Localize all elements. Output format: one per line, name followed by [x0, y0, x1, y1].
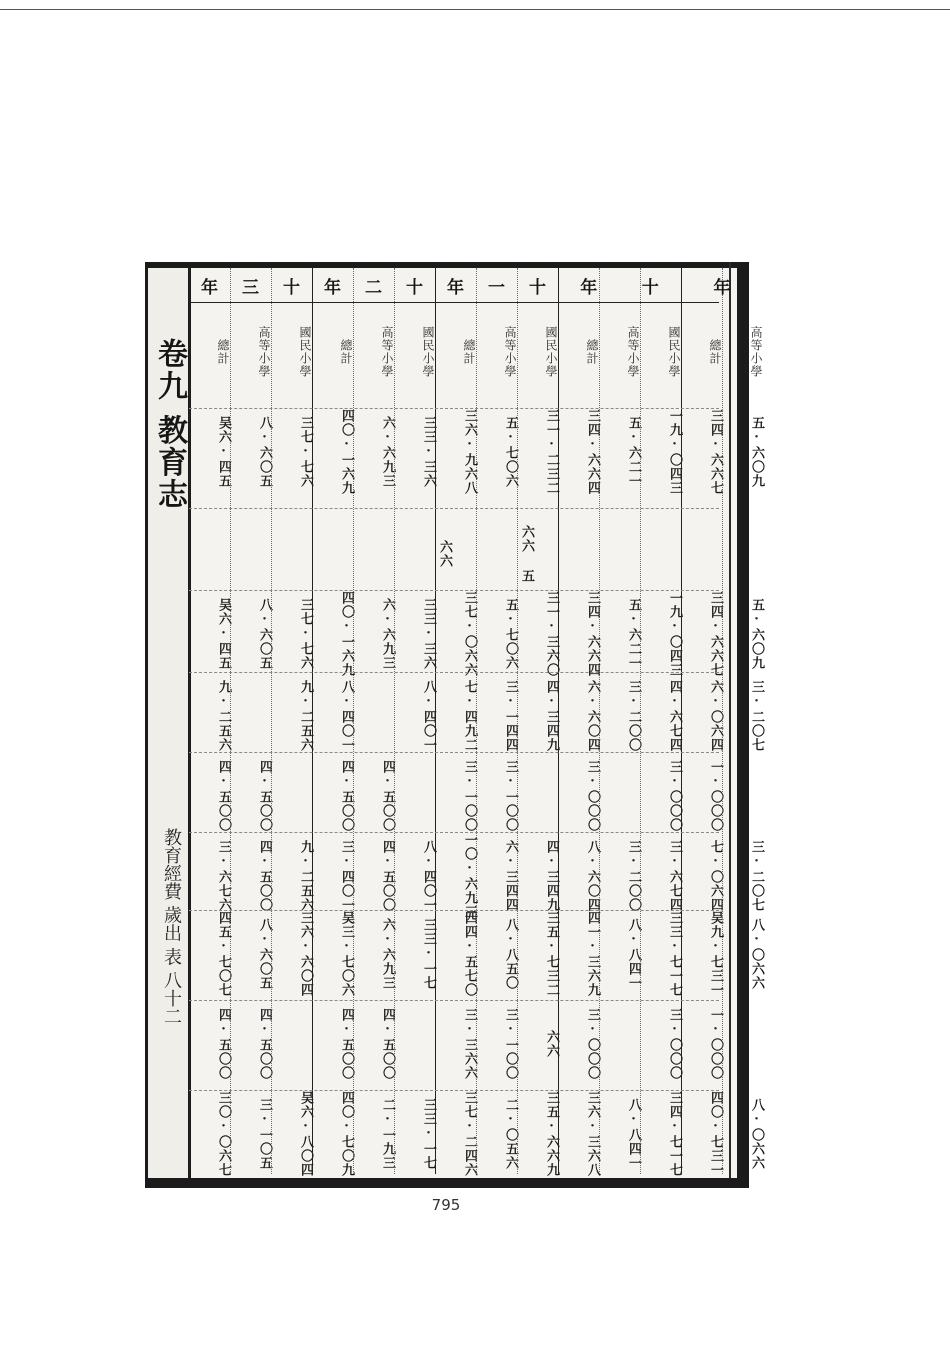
table-cell: 三七·〇六六: [462, 591, 477, 677]
table-cell: 三·六七四: [667, 840, 682, 912]
table-cell: 三一·二三二: [544, 409, 559, 495]
table-cell: [272, 1008, 313, 1080]
table-cell: 八·四〇一: [421, 840, 436, 912]
table-cell: 一·〇〇〇: [708, 1008, 723, 1080]
table-cell: 三·二〇〇: [626, 680, 641, 752]
table-cell: 吴六·四五: [216, 416, 231, 488]
table-cell: 三五·六六九: [544, 1091, 559, 1177]
page-fold-margin: [148, 268, 191, 1178]
table-cell: 三·〇〇〇: [585, 760, 600, 832]
table-cell: 三七·七六: [298, 598, 313, 670]
row-separator: [189, 1000, 719, 1002]
table-cell: 八·八四一: [626, 1098, 641, 1170]
table-cell: 三·〇〇〇: [585, 1008, 600, 1080]
scanned-page: [145, 262, 764, 1188]
table-cell: 一〇·六九三: [462, 833, 477, 919]
table-cell: 八·六〇五: [257, 416, 272, 488]
table-cell: [600, 760, 641, 832]
row-separator: [189, 408, 719, 410]
table-cell: 三·二〇〇: [626, 840, 641, 912]
column-label: 國民小學: [544, 326, 558, 378]
table-cell: 六·〇六四: [708, 680, 723, 752]
table-cell: 三七·二四六: [462, 1091, 477, 1177]
table-cell: 三三·一七: [421, 918, 436, 990]
year-header: [435, 272, 558, 298]
year-header-char: 十: [283, 277, 300, 298]
table-cell: 三·四〇一: [339, 840, 354, 912]
table-cell: [354, 680, 395, 752]
page-number: 795: [431, 1196, 461, 1214]
table-cell: 八·〇六六: [749, 918, 764, 990]
page-border-bottom: [145, 1178, 749, 1188]
table-cell: 四·五〇〇: [216, 1008, 231, 1080]
table-cell: [190, 518, 231, 590]
table-column: [394, 268, 436, 1174]
table-cell: 六·六九三: [380, 598, 395, 670]
table-cell: 四·五〇〇: [257, 1008, 272, 1080]
table-cell: 三六·六〇四: [298, 911, 313, 997]
table-cell: 三三·三六: [421, 598, 436, 670]
column-label: 高等小學: [380, 326, 394, 378]
table-cell: 六六 五: [519, 525, 534, 583]
table-cell: 吴六·八〇四: [298, 1091, 313, 1177]
table-cell: [395, 518, 436, 590]
column-label: 高等小學: [626, 326, 640, 378]
row-separator: [189, 508, 719, 510]
table-cell: 九·二五六: [298, 680, 313, 752]
year-header-char: 年: [324, 277, 341, 298]
column-label: 總計: [462, 339, 476, 365]
column-label: 總計: [708, 339, 722, 365]
table-cell: 二·一九三: [380, 1098, 395, 1170]
year-header: [681, 272, 763, 298]
table-cell: 八·八四一: [626, 918, 641, 990]
table-cell: [559, 518, 600, 590]
table-cell: 三四·六六四: [585, 591, 600, 677]
table-cell: [272, 760, 313, 832]
table-column: [271, 268, 313, 1177]
table-cell: 三四·七一七: [667, 1091, 682, 1177]
table-cell: 三·二〇七: [749, 680, 764, 752]
table-cell: [641, 518, 682, 590]
table-cell: 三·一四四: [503, 680, 518, 752]
table-cell: 四五·七〇七: [216, 911, 231, 997]
table-cell: 九·二五六: [216, 680, 231, 752]
year-header-char: 三: [242, 277, 259, 298]
table-cell: 三·二〇七: [749, 840, 764, 912]
table-cell: [231, 680, 272, 752]
table-cell: 五·七〇六: [503, 416, 518, 488]
table-cell: 二·〇五六: [503, 1098, 518, 1170]
table-cell: 四·五〇〇: [380, 840, 395, 912]
table-cell: 四一·三六九: [585, 911, 600, 997]
year-header-char: 十: [406, 277, 423, 298]
year-header-char: 年: [580, 277, 598, 298]
table-cell: 三五·七三二: [544, 911, 559, 997]
year-header: [189, 272, 312, 298]
table-cell: 四·六七四: [667, 680, 682, 752]
table-cell: 四·三四九: [544, 680, 559, 752]
table-cell: 四〇·一六九: [339, 591, 354, 677]
table-column: [599, 268, 641, 1174]
year-header: [558, 272, 681, 298]
table-cell: 九·二五六: [298, 840, 313, 912]
table-column: [722, 268, 764, 1174]
table-cell: 五·七〇六: [503, 598, 518, 670]
column-label: 國民小學: [421, 326, 435, 378]
table-column: [312, 268, 354, 1177]
table-column: [681, 268, 723, 1177]
column-label: 高等小學: [257, 326, 271, 378]
table-cell: 四〇·一六九: [339, 409, 354, 495]
table-cell: 吴九·七三一: [708, 911, 723, 997]
table-cell: [354, 518, 395, 590]
table-cell: 三·〇〇〇: [667, 760, 682, 832]
table-cell: 六·六九三: [380, 416, 395, 488]
row-separator: [189, 832, 719, 834]
row-separator: [189, 672, 719, 674]
table-cell: 吴六·四五: [216, 598, 231, 670]
table-cell: [600, 518, 641, 590]
year-header-char: 十: [641, 277, 659, 298]
table-cell: 三·〇〇〇: [667, 1008, 682, 1080]
table-cell: 三〇·〇六七: [216, 1091, 231, 1177]
year-header-char: 二: [365, 277, 382, 298]
table-cell: 五·六〇九: [749, 416, 764, 488]
table-column: [353, 268, 395, 1174]
margin-folio-text: 表 八十二: [161, 947, 182, 1026]
table-cell: 四四·五七〇: [462, 911, 477, 997]
table-cell: 六·三四四: [503, 840, 518, 912]
table-cell: 四·五〇〇: [257, 760, 272, 832]
table-cell: 六·六九三: [380, 918, 395, 990]
row-separator: [189, 590, 719, 592]
table-cell: 三四·六六四: [585, 409, 600, 495]
table-cell: 三三·一七: [421, 1098, 436, 1170]
table-cell: 六·六〇四: [585, 680, 600, 752]
table-cell: 五·六〇九: [749, 598, 764, 670]
year-header-char: 一: [488, 277, 505, 298]
table-cell: 三·三六六: [462, 1008, 477, 1080]
table-cell: 六六: [437, 540, 452, 568]
table-cell: [272, 518, 313, 590]
table-cell: 三四·六六七: [708, 409, 723, 495]
column-label: 高等小學: [749, 326, 763, 378]
table-cell: 吴三·七〇六: [339, 911, 354, 997]
table-cell: 三·一〇五: [257, 1098, 272, 1170]
margin-sub-text: 教育經費 歲出: [161, 828, 182, 942]
table-cell: 四·五〇〇: [339, 1008, 354, 1080]
table-cell: [395, 760, 436, 832]
table-cell: 四·五〇〇: [257, 840, 272, 912]
table-cell: 三四·六六七: [708, 591, 723, 677]
year-header: [312, 272, 435, 298]
table-cell: 一九·〇四三: [667, 409, 682, 495]
table-cell: 八·六〇五: [257, 598, 272, 670]
year-header-char: 十: [529, 277, 546, 298]
table-cell: 八·〇六六: [749, 1098, 764, 1170]
table-cell: 四·五〇〇: [380, 760, 395, 832]
running-title-text: 卷九: [152, 338, 187, 402]
table-cell: 五·六二一: [626, 416, 641, 488]
year-header-char: 年: [713, 277, 731, 298]
column-label: 總計: [585, 339, 599, 365]
table-cell: 四〇·七三一: [708, 1091, 723, 1177]
table-cell: 四·五〇〇: [380, 1008, 395, 1080]
table-cell: [723, 518, 764, 590]
row-separator: [189, 752, 719, 754]
table-column: [476, 268, 518, 1174]
table-cell: 三三·三六: [421, 416, 436, 488]
table-cell: 四·三四九: [544, 840, 559, 912]
table-cell: 一九·〇四三: [667, 591, 682, 677]
table-column: [230, 268, 272, 1174]
year-header-char: 年: [201, 277, 218, 298]
table-cell: 四〇·七〇九: [339, 1091, 354, 1177]
section-title-text: 教育志: [152, 414, 187, 511]
column-label: 國民小學: [667, 326, 681, 378]
table-cell: 三六·三六八: [585, 1091, 600, 1177]
table-cell: 七·四九二: [462, 680, 477, 752]
row-separator: [189, 910, 719, 912]
table-cell: 三一·三六〇: [544, 591, 559, 677]
table-cell: 三·一〇〇: [503, 1008, 518, 1080]
table-cell: 七·〇六四: [708, 840, 723, 912]
table-cell: 四·五〇〇: [339, 760, 354, 832]
table-column: [558, 268, 600, 1177]
table-cell: [723, 760, 764, 832]
margin-notes: [154, 828, 184, 1025]
table-cell: [313, 518, 354, 590]
table-cell: 五·六二一: [626, 598, 641, 670]
table-cell: 八·六〇四: [585, 840, 600, 912]
table-cell: 三·一〇〇: [503, 760, 518, 832]
table-cell: 三七·七六: [298, 416, 313, 488]
table-cell: 三六·九六八: [462, 409, 477, 495]
table-column: [640, 268, 682, 1177]
top-rule: [0, 9, 950, 10]
table-cell: 三·一〇〇: [462, 760, 477, 832]
column-label: 總計: [339, 339, 353, 365]
table-cell: [682, 518, 723, 590]
table-column: [189, 268, 231, 1177]
column-label: 高等小學: [503, 326, 517, 378]
running-title: [152, 338, 187, 511]
column-label: 國民小學: [298, 326, 312, 378]
table-cell: 一·〇〇〇: [708, 760, 723, 832]
table-cell: [477, 518, 518, 590]
table-cell: 四·五〇〇: [216, 760, 231, 832]
table-cell: 八·四〇一: [339, 680, 354, 752]
table-cell: 八·八五〇: [503, 918, 518, 990]
column-label: 總計: [216, 339, 230, 365]
year-header-char: 年: [447, 277, 464, 298]
row-separator: [189, 1090, 719, 1092]
table-cell: [395, 1008, 436, 1080]
table-cell: 八·六〇五: [257, 918, 272, 990]
table-column: [517, 268, 559, 1177]
table-cell: [723, 1008, 764, 1080]
table-cell: [231, 518, 272, 590]
table-cell: 六六: [544, 1030, 559, 1058]
table-cell: [518, 760, 559, 832]
expenditure-table: [189, 268, 764, 1177]
table-cell: 八·四〇一: [421, 680, 436, 752]
table-cell: [600, 1008, 641, 1080]
table-column: [435, 268, 477, 1177]
table-cell: 三三·七一七: [667, 911, 682, 997]
table-cell: 三·六七六: [216, 840, 231, 912]
